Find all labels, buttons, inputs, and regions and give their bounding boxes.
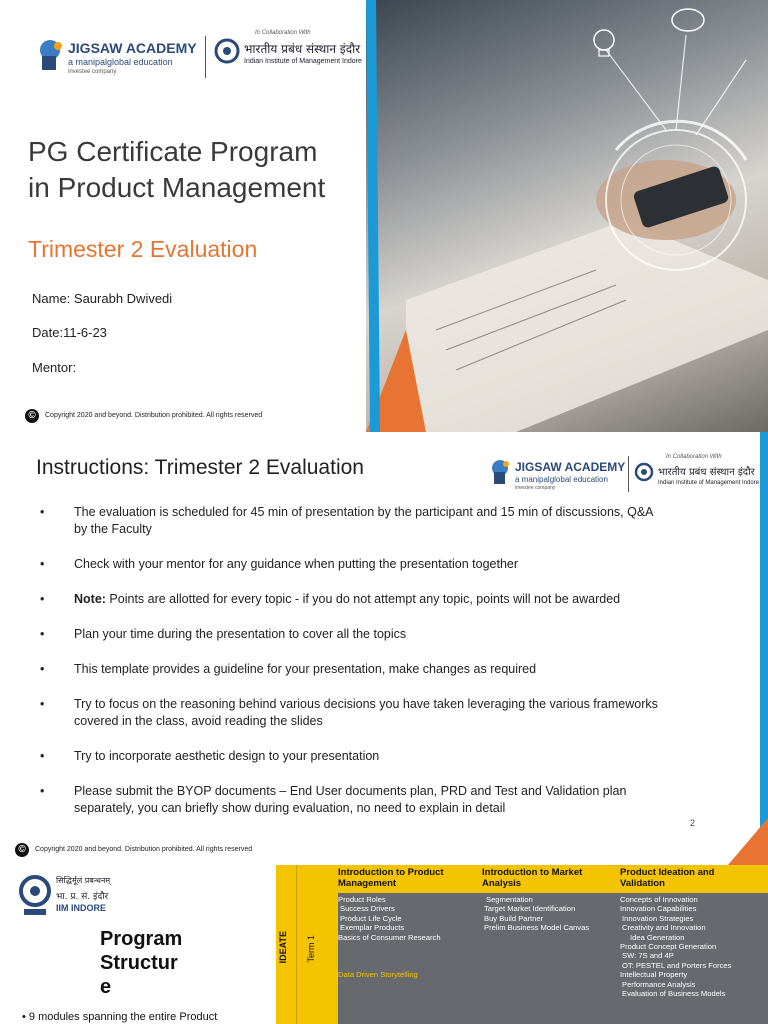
list-item-text [74,591,700,608]
list-item: Buy Build Partner [484,913,544,923]
title-line-1: PG Certificate Program [28,136,318,167]
list-item-text: Plan your time during the presentation to cover all the topics [74,627,407,641]
list-item: Product Life Cycle [340,913,402,923]
col2-header [482,867,582,889]
note-label: Note: [74,592,106,606]
list-item [40,748,700,765]
col3-items [620,895,731,998]
bullet-icon: • [40,697,45,711]
list-item: Exemplar Products [340,923,405,933]
title-line-2: in Product Management [28,172,326,203]
list-item [40,504,700,538]
list-item: Innovation Capabilities [620,904,697,914]
list-item [40,591,700,608]
name-field: Name: Saurabh Dwivedi [32,291,173,306]
header-line: Introduction to Market [482,867,583,878]
logo-divider [628,456,629,492]
iim-motto: सिद्धिर्मूलं प्रबन्धनम् [56,876,111,885]
term-label: Term 1 [306,935,316,963]
list-item [40,626,700,643]
list-item: Concepts of Innovation [620,895,698,904]
list-item [40,556,700,573]
copyright-icon: © [15,843,29,857]
list-item [40,783,700,817]
instructions-title: Instructions: Trimester 2 Evaluation [36,456,364,479]
column-divider [296,865,297,1024]
copyright-text: Copyright 2020 and beyond. Distribution prohibited. All rights reserved [35,846,253,853]
header-line: Analysis [482,878,522,889]
list-item: Product Concept Generation [620,942,717,952]
iim-english-name: Indian Institute of Management Indore [244,58,362,65]
list-item: Segmentation [486,895,533,904]
iim-indore-logo-icon [18,871,52,919]
jigsaw-logo-icon [36,38,66,72]
jigsaw-investee: investee company [68,69,117,75]
iim-indore-logo-icon [214,38,240,66]
list-item-text: This template provides a guideline for your presentation, make changes as required [74,662,537,676]
program-title [28,134,368,206]
logo-divider [205,36,206,78]
bullet-icon: • [40,662,45,676]
list-item: Prelim Business Model Canvas [484,923,590,933]
list-item: Evaluation of Business Models [622,989,726,999]
bullet-icon: • [40,557,45,571]
jigsaw-academy-name: JIGSAW ACADEMY [515,460,626,474]
instruction-list [40,504,700,817]
list-item-text: Check with your mentor for any guidance when putting the presentation together [74,557,519,571]
list-item-text: Try to incorporate aesthetic design to your presentation [74,749,380,763]
list-item: OT: PESTEL and Porters Forces [622,960,732,970]
list-item-text: The evaluation is scheduled for 45 min of presentation by the participant and 15 min of discussions, Q&A [74,505,654,519]
list-item-text: by the Faculty [74,522,152,536]
bullet-icon: • [40,627,45,641]
list-item: Success Drivers [340,904,395,914]
list-item: Performance Analysis [622,979,696,989]
list-item: Creativity and Innovation [622,923,706,933]
header-line: Validation [620,878,665,889]
bullet-icon: • [40,749,45,763]
list-item: Target Market Identification [484,904,576,914]
title-line-3: e [100,976,112,998]
bullet-icon: • [40,505,45,519]
list-item-text: covered in the class, avoid reading the slides [74,714,323,728]
col1-header [338,867,444,889]
title-slide [0,0,768,432]
copyright-text: Copyright 2020 and beyond. Distribution prohibited. All rights reserved [45,412,263,419]
date-field: Date:11-6-23 [32,325,107,340]
list-item: Intellectual Property [620,970,688,980]
copyright-icon: © [25,409,39,423]
collab-text: In Collaboration With [255,30,311,36]
list-item: Innovation Strategies [622,913,694,923]
title-line-2: Structur [100,952,178,974]
bullet-icon: • [40,592,45,606]
iim-english-name: Indian Institute of Management Indore [658,480,760,486]
list-item: Product Roles [338,895,386,904]
col2-items [484,895,589,933]
bullet-icon: • [40,784,45,798]
header-line: Product Ideation and [620,867,715,878]
list-item: Basics of Consumer Research [338,932,441,942]
list-item [40,696,700,730]
iim-indore-logo-icon [634,462,654,484]
hero-photo [366,0,768,432]
instructions-slide [0,432,768,865]
iim-hindi-abbrev: भा. प्र. सं. इंदौर [56,892,109,902]
jigsaw-tagline: a manipalglobal education [515,475,608,484]
list-item-text: Please submit the BYOP documents – End User documents plan, PRD and Test and Validation plan [74,784,627,798]
orange-corner-accent [728,818,768,865]
iim-hindi-name: भारतीय प्रबंध संस्थान इंदौर [244,42,361,56]
collab-text: In Collaboration With [666,454,722,460]
col3-header [620,867,714,889]
list-item-text: separately, you can briefly show during evaluation, no need to explain in detail [74,801,506,815]
page-number: 2 [690,818,696,828]
header-line: Introduction to Product [338,867,444,878]
jigsaw-investee: investee company [515,485,556,491]
list-item: SW: 7S and 4P [622,951,674,961]
mentor-field: Mentor: [32,360,77,375]
header-line: Management [338,878,397,889]
iim-indore-name: IIM INDORE [56,903,107,913]
list-item-text: Try to focus on the reasoning behind various decisions you have taken leveraging the various frameworks [74,697,658,711]
blue-accent-bar [760,432,768,842]
list-item: Idea Generation [630,932,685,942]
jigsaw-logo-icon [490,458,512,486]
blue-accent-bar [366,0,380,432]
note-text: Points are allotted for every topic - if you do not attempt any topic, points will not be awarded [105,592,621,606]
jigsaw-tagline: a manipalglobal education [68,57,173,67]
col1-items [338,895,441,942]
modules-text: 9 modules spanning the entire Product [28,1011,218,1023]
program-structure-slide [0,865,768,1024]
list-item [40,661,700,678]
jigsaw-academy-name: JIGSAW ACADEMY [68,40,197,56]
program-structure-title [100,927,210,999]
data-storytelling-item: Data Driven Storytelling [338,970,418,979]
modules-bullet: • 9 modules spanning the entire Product [22,1011,218,1023]
iim-hindi-name: भारतीय प्रबंध संस्थान इंदौर [658,467,755,478]
evaluation-subtitle: Trimester 2 Evaluation [28,236,258,262]
ideate-label: IDEATE [278,931,288,964]
title-line-1: Program [100,928,183,950]
